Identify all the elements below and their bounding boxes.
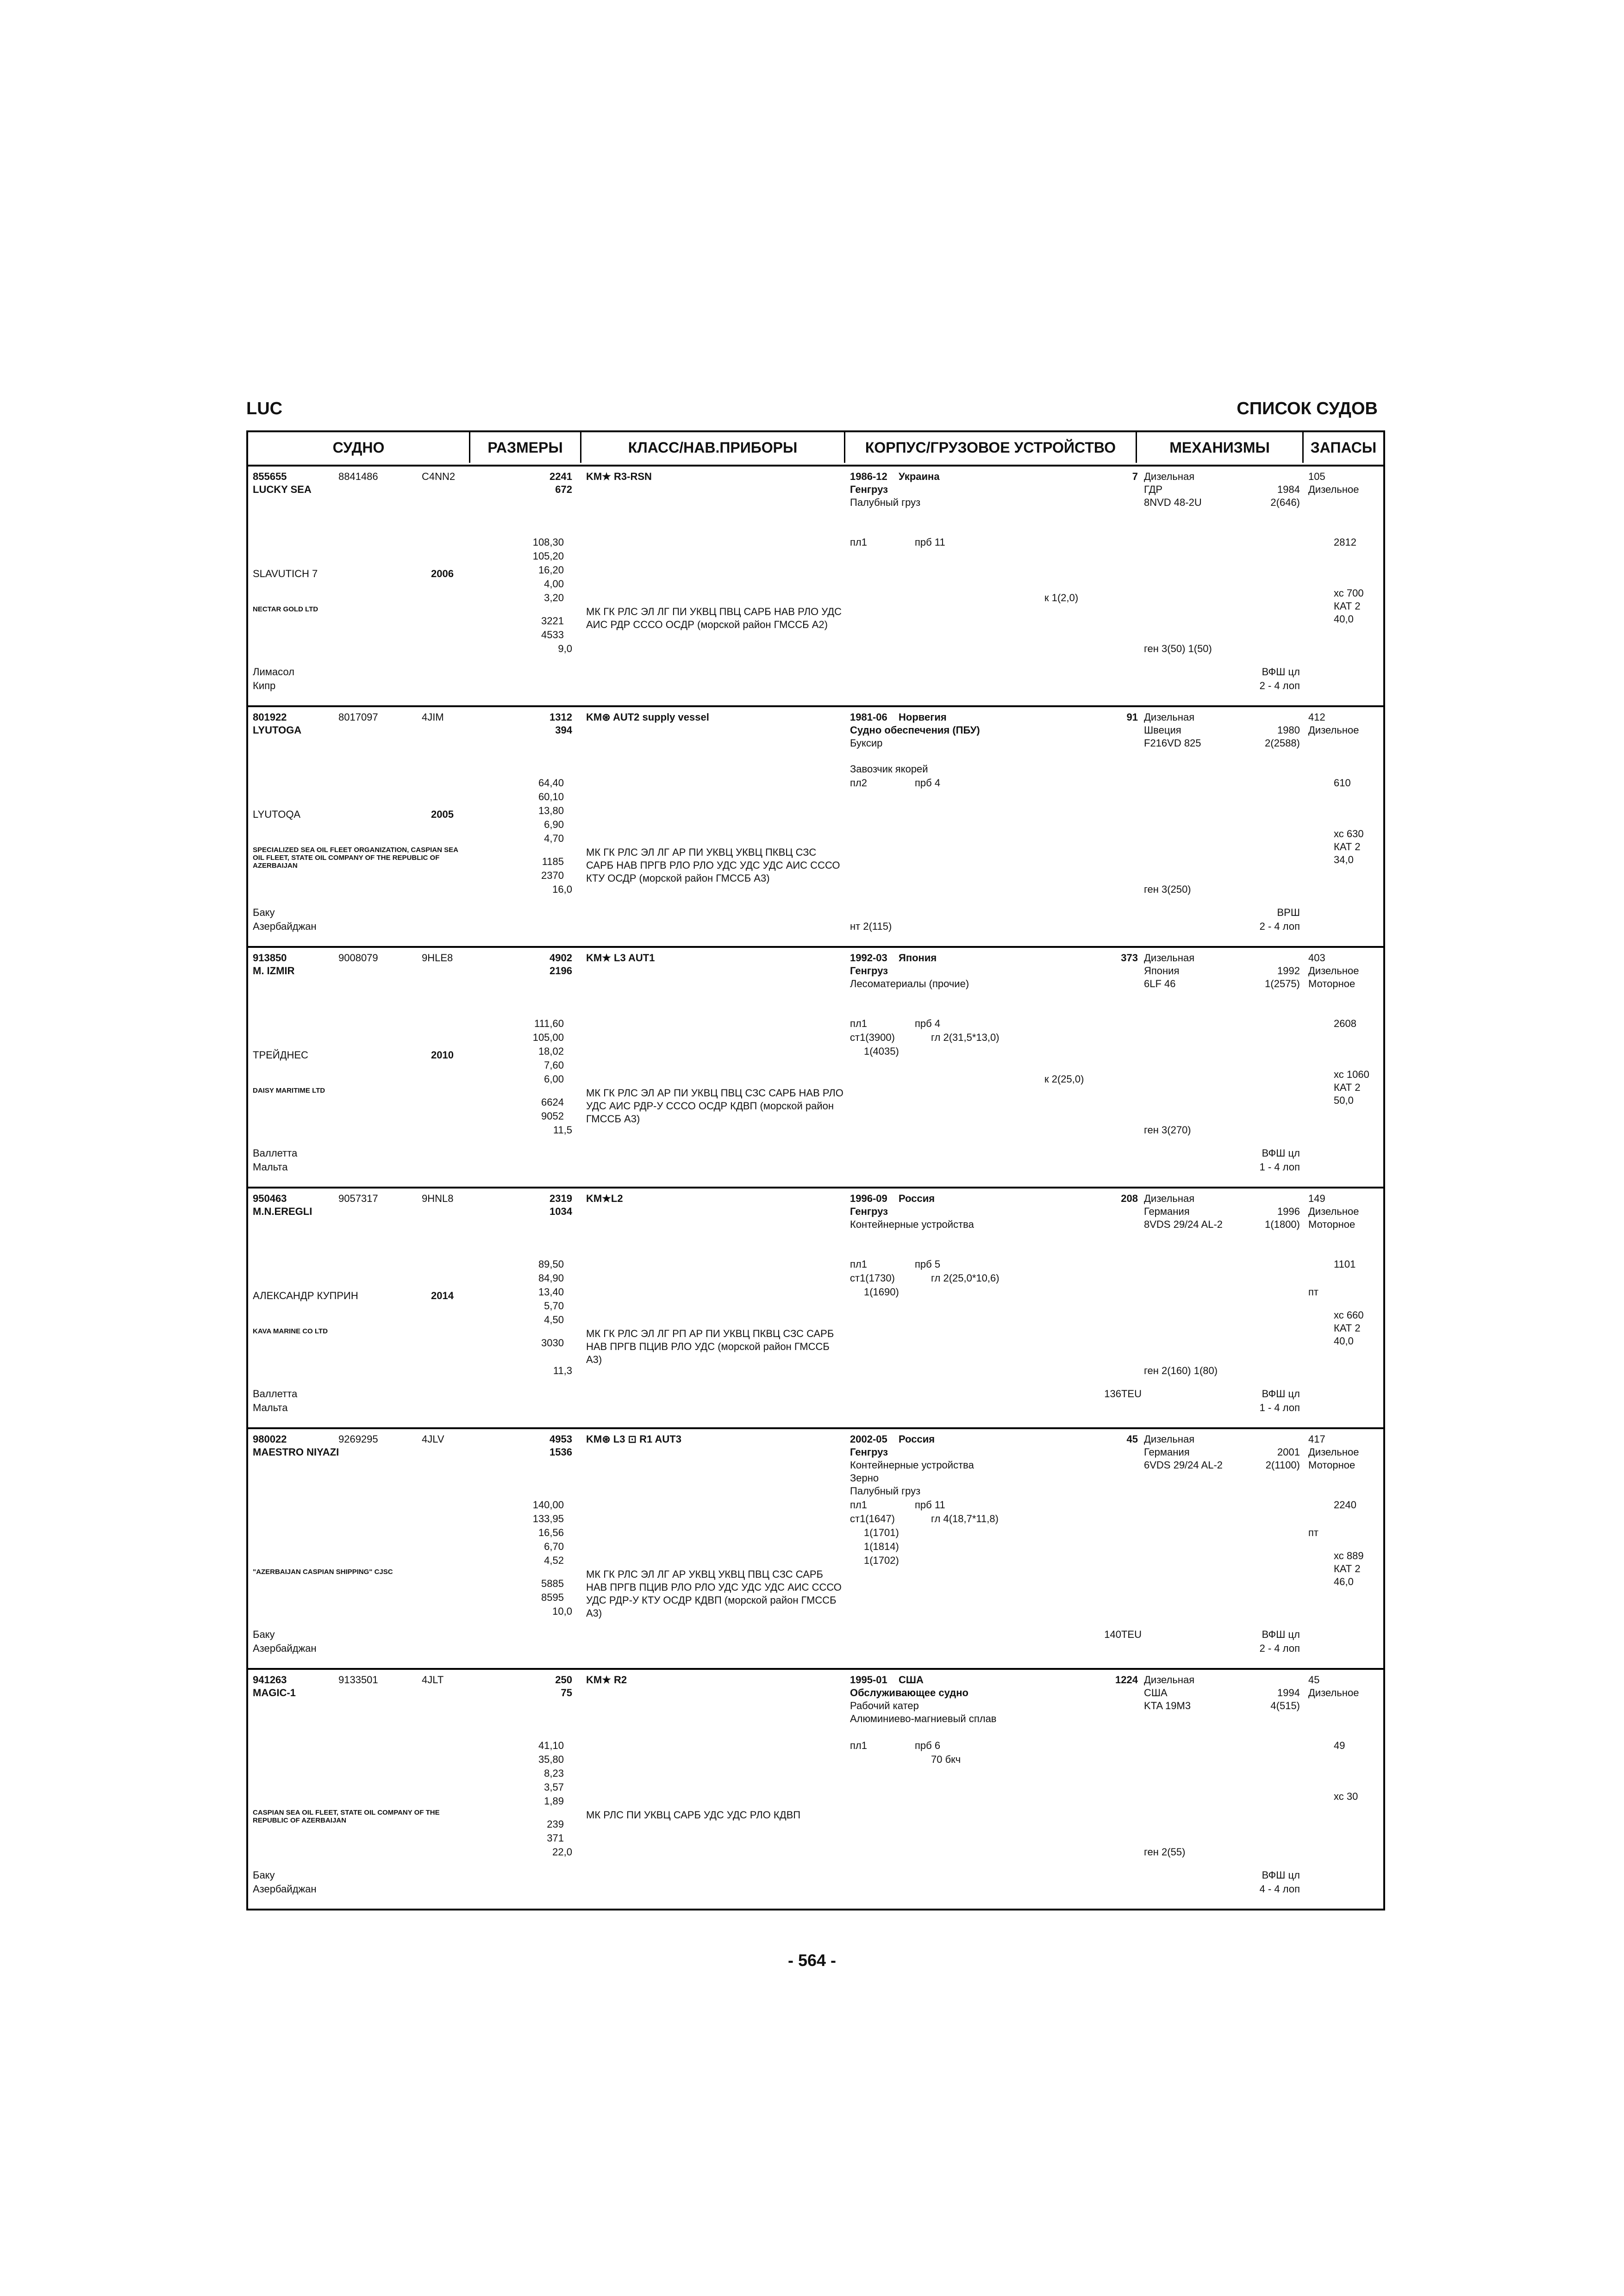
hull-number: 208 <box>1121 1193 1138 1204</box>
breadth: 18,02 <box>538 1045 564 1057</box>
imo-number: 9269295 <box>338 1433 378 1445</box>
ship-type: Генгруз <box>850 484 888 495</box>
ship-type: Генгруз <box>850 965 888 977</box>
port: Баку <box>253 1869 275 1881</box>
length-overall: 111,60 <box>534 1018 564 1029</box>
stores-category: КАТ 2 <box>1334 600 1361 612</box>
length-pp: 35,80 <box>538 1754 564 1765</box>
bulkheads: прб 4 <box>915 1018 941 1029</box>
cranes: к 2(25,0) <box>1044 1073 1084 1085</box>
stores-fuel-qty: 403 <box>1308 952 1325 964</box>
speed: 9,0 <box>558 643 572 654</box>
engine-country: ГДР <box>1144 484 1163 495</box>
vessel-name: MAESTRO NIYAZI <box>253 1446 339 1458</box>
hold-capacity-2: 1(1690) <box>864 1286 899 1298</box>
propeller: ВФШ цл <box>1262 1869 1300 1881</box>
ship-type: Генгруз <box>850 1446 888 1458</box>
former-name-year: 2010 <box>431 1049 454 1061</box>
former-name-year: 2006 <box>431 568 454 579</box>
speed: 22,0 <box>552 1846 572 1858</box>
stores-fuel-qty: 105 <box>1308 471 1325 482</box>
hatches: гл 2(31,5*13,0) <box>931 1032 999 1043</box>
stores-fuel-type: Дизельное <box>1308 1206 1359 1217</box>
build-country: Украина <box>899 471 940 482</box>
reg-number: 980022 <box>253 1433 287 1445</box>
port: Баку <box>253 907 275 918</box>
generators: ген 3(270) <box>1144 1124 1191 1136</box>
engine-country: Германия <box>1144 1206 1190 1217</box>
port: Валлетта <box>253 1147 298 1159</box>
stores-last: 50,0 <box>1334 1095 1354 1106</box>
nav-equipment: МК ГК РЛС ЭЛ ЛГ РП АР ПИ УКВЦ ПКВЦ СЗС САРБ НАВ ПРГВ ПЦИВ РЛО УДС (морской район ГМССБ А3) <box>586 1328 834 1365</box>
draught: 1,89 <box>544 1795 564 1807</box>
engine-country: Швеция <box>1144 724 1181 736</box>
vessel-entry <box>248 1670 1383 1909</box>
former-name-year: 2014 <box>431 1290 454 1301</box>
breadth: 16,56 <box>538 1527 564 1538</box>
vessel-entry <box>248 1429 1383 1670</box>
stores-category: КАТ 2 <box>1334 1322 1361 1334</box>
gross-tonnage: 1312 <box>550 711 572 723</box>
generators: ген 2(55) <box>1144 1846 1186 1858</box>
hull-line-3: Зерно <box>850 1472 879 1484</box>
stores-oil-type: Моторное <box>1308 1459 1355 1471</box>
call-sign: 9HLE8 <box>422 952 453 964</box>
former-name: SLAVUTICH 7 <box>253 568 318 579</box>
net-tonnage: 75 <box>561 1687 572 1699</box>
hull-line-2: Рабочий катер <box>850 1700 919 1711</box>
stores-fuel-type: Дизельное <box>1308 724 1359 736</box>
column-header-row <box>248 432 1383 467</box>
imo-number: 8841486 <box>338 471 378 482</box>
draught: 6,00 <box>544 1073 564 1085</box>
stores-oil-type: Моторное <box>1308 978 1355 989</box>
hold-capacity-2: 1(4035) <box>864 1045 899 1057</box>
reg-number: 950463 <box>253 1193 287 1204</box>
port: Лимасол <box>253 666 294 678</box>
draught: 4,70 <box>544 833 564 844</box>
col-dimensions: РАЗМЕРЫ <box>470 432 581 463</box>
bulkheads: прб 4 <box>915 777 941 789</box>
stores-last: 46,0 <box>1334 1576 1354 1587</box>
net-tonnage: 394 <box>555 724 572 736</box>
stores-xc: хс 889 <box>1334 1550 1364 1562</box>
container-capacity: 140TEU <box>1104 1629 1142 1640</box>
length-pp: 60,10 <box>538 791 564 803</box>
running-head-left: LUC <box>246 399 283 418</box>
hatches: гл 4(18,7*11,8) <box>931 1513 999 1524</box>
engine-type: Дизельная <box>1144 711 1195 723</box>
speed: 16,0 <box>552 884 572 895</box>
hatches: 70 бкч <box>931 1754 961 1765</box>
flag: Кипр <box>253 680 276 691</box>
propeller-blades: 2 - 4 лоп <box>1259 680 1300 691</box>
engine-type: Дизельная <box>1144 952 1195 964</box>
holds-decks: пл2 <box>850 777 867 789</box>
stores-water: 2608 <box>1334 1018 1356 1029</box>
hull-line-2: Контейнерные устройства <box>850 1219 974 1230</box>
class-notation: KM⊛ AUT2 supply vessel <box>586 711 709 723</box>
stores-xc: хс 30 <box>1334 1791 1358 1802</box>
reg-number: 941263 <box>253 1674 287 1686</box>
stores-oil-type: Моторное <box>1308 1219 1355 1230</box>
owner: CASPIAN SEA OIL FLEET, STATE OIL COMPANY OF THE REPUBLIC OF AZERBAIJAN <box>253 1809 440 1824</box>
stores-fuel-qty: 417 <box>1308 1433 1325 1445</box>
generators: ген 2(160) 1(80) <box>1144 1365 1218 1376</box>
stores-last: 34,0 <box>1334 854 1354 865</box>
build-date: 2002-05 <box>850 1433 887 1445</box>
deadweight: 3030 <box>541 1337 564 1349</box>
engine-model: 6LF 46 <box>1144 978 1176 989</box>
displacement: 9052 <box>541 1110 564 1122</box>
build-country: Япония <box>899 952 937 964</box>
vessel-name: M.N.EREGLI <box>253 1206 312 1217</box>
ship-type: Обслуживающее судно <box>850 1687 968 1699</box>
bulkheads: прб 5 <box>915 1258 941 1270</box>
flag: Азербайджан <box>253 1883 317 1895</box>
length-pp: 105,00 <box>532 1032 564 1043</box>
call-sign: C4NN2 <box>422 471 456 482</box>
stores-pt: пт <box>1308 1286 1318 1298</box>
tanks: нт 2(115) <box>850 921 892 932</box>
propeller: ВФШ цл <box>1262 666 1300 678</box>
class-notation: KM⊛ L3 ⊡ R1 AUT3 <box>586 1433 681 1445</box>
hull-number: 1224 <box>1115 1674 1138 1686</box>
bulkheads: прб 6 <box>915 1740 941 1751</box>
net-tonnage: 672 <box>555 484 572 495</box>
imo-number: 9057317 <box>338 1193 378 1204</box>
speed: 11,3 <box>553 1365 572 1376</box>
engine-power: 2(1100) <box>1265 1459 1300 1471</box>
col-class-nav: КЛАСС/НАВ.ПРИБОРЫ <box>581 432 845 463</box>
speed: 11,5 <box>553 1124 572 1136</box>
draught: 3,20 <box>544 592 564 604</box>
vessel-name: M. IZMIR <box>253 965 295 977</box>
build-date: 1995-01 <box>850 1674 887 1686</box>
hull-line-2: Палубный груз <box>850 497 921 508</box>
owner: NECTAR GOLD LTD <box>253 605 319 613</box>
flag: Азербайджан <box>253 921 317 932</box>
running-head-right: СПИСОК СУДОВ <box>1237 399 1378 418</box>
ship-register-table <box>246 430 1385 1910</box>
imo-number: 9008079 <box>338 952 378 964</box>
build-date: 1986-12 <box>850 471 887 482</box>
bulkheads: прб 11 <box>915 536 945 548</box>
displacement: 2370 <box>541 870 564 881</box>
engine-type: Дизельная <box>1144 1433 1195 1445</box>
propeller-blades: 2 - 4 лоп <box>1259 921 1300 932</box>
former-name: АЛЕКСАНДР КУПРИН <box>253 1290 358 1301</box>
col-stores: ЗАПАСЫ <box>1310 439 1377 456</box>
net-tonnage: 1536 <box>550 1446 572 1458</box>
vessel-name: LUCKY SEA <box>253 484 312 495</box>
length-overall: 41,10 <box>538 1740 564 1751</box>
hold-capacity-4: 1(1702) <box>864 1555 899 1566</box>
stores-water: 1101 <box>1334 1258 1356 1270</box>
deadweight: 6624 <box>541 1096 564 1108</box>
owner: DAISY MARITIME LTD <box>253 1087 325 1095</box>
stores-fuel-qty: 45 <box>1308 1674 1320 1686</box>
nav-equipment: МК ГК РЛС ЭЛ АР ПИ УКВЦ ПВЦ СЗС САРБ НАВ РЛО УДС АИС РДР-У СССО ОСДР КДВП (морской район ГМССБ А3) <box>586 1087 843 1125</box>
owner: KAVA MARINE CO LTD <box>253 1327 328 1335</box>
gross-tonnage: 4953 <box>550 1433 572 1445</box>
vessel-entry <box>248 467 1383 707</box>
length-pp: 133,95 <box>532 1513 564 1524</box>
length-overall: 89,50 <box>538 1258 564 1270</box>
net-tonnage: 1034 <box>550 1206 572 1217</box>
vessel-name: LYUTOGA <box>253 724 302 736</box>
propeller: ВФШ цл <box>1262 1147 1300 1159</box>
propeller: ВФШ цл <box>1262 1388 1300 1400</box>
holds-decks: пл1 <box>850 1740 867 1751</box>
stores-xc: хс 660 <box>1334 1309 1364 1321</box>
engine-model: 6VDS 29/24 AL-2 <box>1144 1459 1223 1471</box>
gross-tonnage: 2319 <box>550 1193 572 1204</box>
generators: ген 3(250) <box>1144 884 1191 895</box>
flag: Мальта <box>253 1161 288 1173</box>
stores-category: КАТ 2 <box>1334 1563 1361 1574</box>
class-notation: KM★ L3 AUT1 <box>586 952 655 964</box>
class-notation: KM★ R2 <box>586 1674 627 1686</box>
breadth: 16,20 <box>538 564 564 576</box>
speed: 10,0 <box>552 1605 572 1617</box>
stores-water: 610 <box>1334 777 1351 789</box>
hatches: гл 2(25,0*10,6) <box>931 1272 999 1284</box>
hold-capacity-1: ст1(1647) <box>850 1513 895 1524</box>
owner: SPECIALIZED SEA OIL FLEET ORGANIZATION, CASPIAN SEA OIL FLEET, STATE OIL COMPANY OF THE REPUBLIC OF AZERBAIJAN <box>253 846 458 870</box>
holds-decks: пл1 <box>850 1018 867 1029</box>
stores-fuel-qty: 149 <box>1308 1193 1325 1204</box>
ship-type: Генгруз <box>850 1206 888 1217</box>
stores-fuel-type: Дизельное <box>1308 1446 1359 1458</box>
engine-type: Дизельная <box>1144 1193 1195 1204</box>
stores-fuel-type: Дизельное <box>1308 1687 1359 1699</box>
engine-type: Дизельная <box>1144 1674 1195 1686</box>
deadweight: 1185 <box>542 856 564 867</box>
holds-decks: пл1 <box>850 1258 867 1270</box>
propeller-blades: 2 - 4 лоп <box>1259 1643 1300 1654</box>
hull-number: 91 <box>1126 711 1138 723</box>
engine-year: 1992 <box>1277 965 1300 977</box>
length-overall: 140,00 <box>532 1499 564 1511</box>
hull-line-3: Алюминиево-магниевый сплав <box>850 1713 997 1724</box>
build-country: Россия <box>899 1433 935 1445</box>
build-date: 1981-06 <box>850 711 887 723</box>
hull-line-4: Завозчик якорей <box>850 763 928 775</box>
hold-capacity-2: 1(1701) <box>864 1527 899 1538</box>
gross-tonnage: 250 <box>555 1674 572 1686</box>
stores-water: 2812 <box>1334 536 1356 548</box>
port: Баку <box>253 1629 275 1640</box>
net-tonnage: 2196 <box>550 965 572 977</box>
engine-year: 1996 <box>1277 1206 1300 1217</box>
engine-year: 2001 <box>1277 1446 1300 1458</box>
container-capacity: 136TEU <box>1104 1388 1142 1400</box>
call-sign: 4JLV <box>422 1433 444 1445</box>
engine-year: 1994 <box>1277 1687 1300 1699</box>
propeller: ВРШ <box>1277 907 1300 918</box>
hold-capacity-1: ст1(1730) <box>850 1272 895 1284</box>
displacement: 371 <box>547 1832 564 1844</box>
hull-number: 45 <box>1126 1433 1138 1445</box>
engine-power: 2(646) <box>1270 497 1300 508</box>
stores-xc: хс 1060 <box>1334 1069 1369 1080</box>
engine-country: Германия <box>1144 1446 1190 1458</box>
draught: 4,52 <box>544 1555 564 1566</box>
engine-year: 1984 <box>1277 484 1300 495</box>
stores-xc: хс 630 <box>1334 828 1364 840</box>
vessel-entry <box>248 707 1383 948</box>
vessel-entry <box>248 1188 1383 1429</box>
build-country: США <box>899 1674 924 1686</box>
stores-category: КАТ 2 <box>1334 1082 1361 1093</box>
reg-number: 855655 <box>253 471 287 482</box>
engine-year: 1980 <box>1277 724 1300 736</box>
gross-tonnage: 2241 <box>550 471 572 482</box>
build-country: Норвегия <box>899 711 947 723</box>
engine-power: 1(2575) <box>1265 978 1300 989</box>
deadweight: 3221 <box>541 615 564 627</box>
reg-number: 913850 <box>253 952 287 964</box>
stores-water: 49 <box>1334 1740 1345 1751</box>
length-pp: 84,90 <box>538 1272 564 1284</box>
build-country: Россия <box>899 1193 935 1204</box>
hull-line-2: Лесоматериалы (прочие) <box>850 978 969 989</box>
engine-power: 2(2588) <box>1265 737 1300 749</box>
reg-number: 801922 <box>253 711 287 723</box>
engine-model: 8NVD 48-2U <box>1144 497 1202 508</box>
depth: 6,90 <box>544 819 564 830</box>
cranes: к 1(2,0) <box>1044 592 1079 604</box>
class-notation: KM★L2 <box>586 1193 623 1204</box>
nav-equipment: МК РЛС ПИ УКВЦ САРБ УДС УДС РЛО КДВП <box>586 1809 801 1821</box>
propeller-blades: 1 - 4 лоп <box>1259 1161 1300 1173</box>
build-date: 1996-09 <box>850 1193 887 1204</box>
flag: Мальта <box>253 1402 288 1413</box>
breadth: 13,40 <box>538 1286 564 1298</box>
owner: "AZERBAIJAN CASPIAN SHIPPING" CJSC <box>253 1568 393 1576</box>
engine-power: 1(1800) <box>1265 1219 1300 1230</box>
hold-capacity-3: 1(1814) <box>864 1541 899 1552</box>
nav-equipment: МК ГК РЛС ЭЛ ЛГ АР УКВЦ УКВЦ ПВЦ СЗС САРБ НАВ ПРГВ ПЦИВ РЛО РЛО УДС УДС УДС АИС СССО УДС РДР-У КТУ ОСДР КДВП (морской район ГМССБ А3) <box>586 1568 842 1619</box>
length-overall: 64,40 <box>538 777 564 789</box>
holds-decks: пл1 <box>850 536 867 548</box>
holds-decks: пл1 <box>850 1499 867 1511</box>
hull-line-2: Контейнерные устройства <box>850 1459 974 1471</box>
page-number: - 564 - <box>787 1951 837 1970</box>
ship-type: Судно обеспечения (ПБУ) <box>850 724 980 736</box>
imo-number: 9133501 <box>338 1674 378 1686</box>
stores-category: КАТ 2 <box>1334 841 1361 852</box>
stores-xc: хс 700 <box>1334 587 1364 599</box>
length-overall: 108,30 <box>532 536 564 548</box>
propeller-blades: 4 - 4 лоп <box>1259 1883 1300 1895</box>
former-name: ТРЕЙДНЕС <box>253 1049 308 1061</box>
stores-fuel-type: Дизельное <box>1308 965 1359 977</box>
gross-tonnage: 4902 <box>550 952 572 964</box>
call-sign: 4JLT <box>422 1674 444 1686</box>
hull-line-4: Палубный груз <box>850 1485 921 1497</box>
stores-pt: пт <box>1308 1527 1318 1538</box>
breadth: 8,23 <box>544 1767 564 1779</box>
imo-number: 8017097 <box>338 711 378 723</box>
hull-number: 7 <box>1132 471 1138 482</box>
displacement: 8595 <box>541 1592 564 1603</box>
depth: 6,70 <box>544 1541 564 1552</box>
bulkheads: прб 11 <box>915 1499 945 1511</box>
generators: ген 3(50) 1(50) <box>1144 643 1212 654</box>
hold-capacity-1: ст1(3900) <box>850 1032 895 1043</box>
class-notation: KM★ R3-RSN <box>586 471 652 482</box>
hull-number: 373 <box>1121 952 1138 964</box>
depth: 7,60 <box>544 1059 564 1071</box>
former-name-year: 2005 <box>431 809 454 820</box>
build-date: 1992-03 <box>850 952 887 964</box>
length-pp: 105,20 <box>532 550 564 562</box>
breadth: 13,80 <box>538 805 564 816</box>
engine-model: F216VD 825 <box>1144 737 1201 749</box>
col-machinery: МЕХАНИЗМЫ <box>1137 432 1304 463</box>
depth: 3,57 <box>544 1781 564 1793</box>
deadweight: 239 <box>547 1818 564 1830</box>
engine-model: KTA 19M3 <box>1144 1700 1191 1711</box>
displacement: 4533 <box>541 629 564 641</box>
vessel-name: MAGIC-1 <box>253 1687 296 1699</box>
stores-fuel-qty: 412 <box>1308 711 1325 723</box>
stores-last: 40,0 <box>1334 613 1354 625</box>
col-vessel: СУДНО <box>248 432 470 463</box>
stores-fuel-type: Дизельное <box>1308 484 1359 495</box>
call-sign: 9HNL8 <box>422 1193 454 1204</box>
propeller-blades: 1 - 4 лоп <box>1259 1402 1300 1413</box>
engine-country: Япония <box>1144 965 1180 977</box>
nav-equipment: МК ГК РЛС ЭЛ ЛГ АР ПИ УКВЦ УКВЦ ПКВЦ СЗС САРБ НАВ ПРГВ РЛО РЛО УДС УДС УДС АИС СССО КТУ ОСДР (морской район ГМССБ А3) <box>586 846 840 884</box>
stores-water: 2240 <box>1334 1499 1356 1511</box>
col-hull-cargo: КОРПУС/ГРУЗОВОЕ УСТРОЙСТВО <box>845 432 1137 463</box>
port: Валлетта <box>253 1388 298 1400</box>
engine-type: Дизельная <box>1144 471 1195 482</box>
deadweight: 5885 <box>541 1578 564 1589</box>
former-name: LYUTOQA <box>253 809 301 820</box>
hull-line-2: Буксир <box>850 737 883 749</box>
nav-equipment: МК ГК РЛС ЭЛ ЛГ ПИ УКВЦ ПВЦ САРБ НАВ РЛО УДС АИС РДР СССО ОСДР (морской район ГМССБ А2) <box>586 606 842 630</box>
propeller: ВФШ цл <box>1262 1629 1300 1640</box>
draught: 4,50 <box>544 1314 564 1325</box>
depth: 4,00 <box>544 578 564 590</box>
vessel-entry <box>248 948 1383 1188</box>
call-sign: 4JIM <box>422 711 444 723</box>
engine-country: США <box>1144 1687 1168 1699</box>
depth: 5,70 <box>544 1300 564 1312</box>
engine-model: 8VDS 29/24 AL-2 <box>1144 1219 1223 1230</box>
stores-last: 40,0 <box>1334 1335 1354 1347</box>
flag: Азербайджан <box>253 1643 317 1654</box>
engine-power: 4(515) <box>1270 1700 1300 1711</box>
